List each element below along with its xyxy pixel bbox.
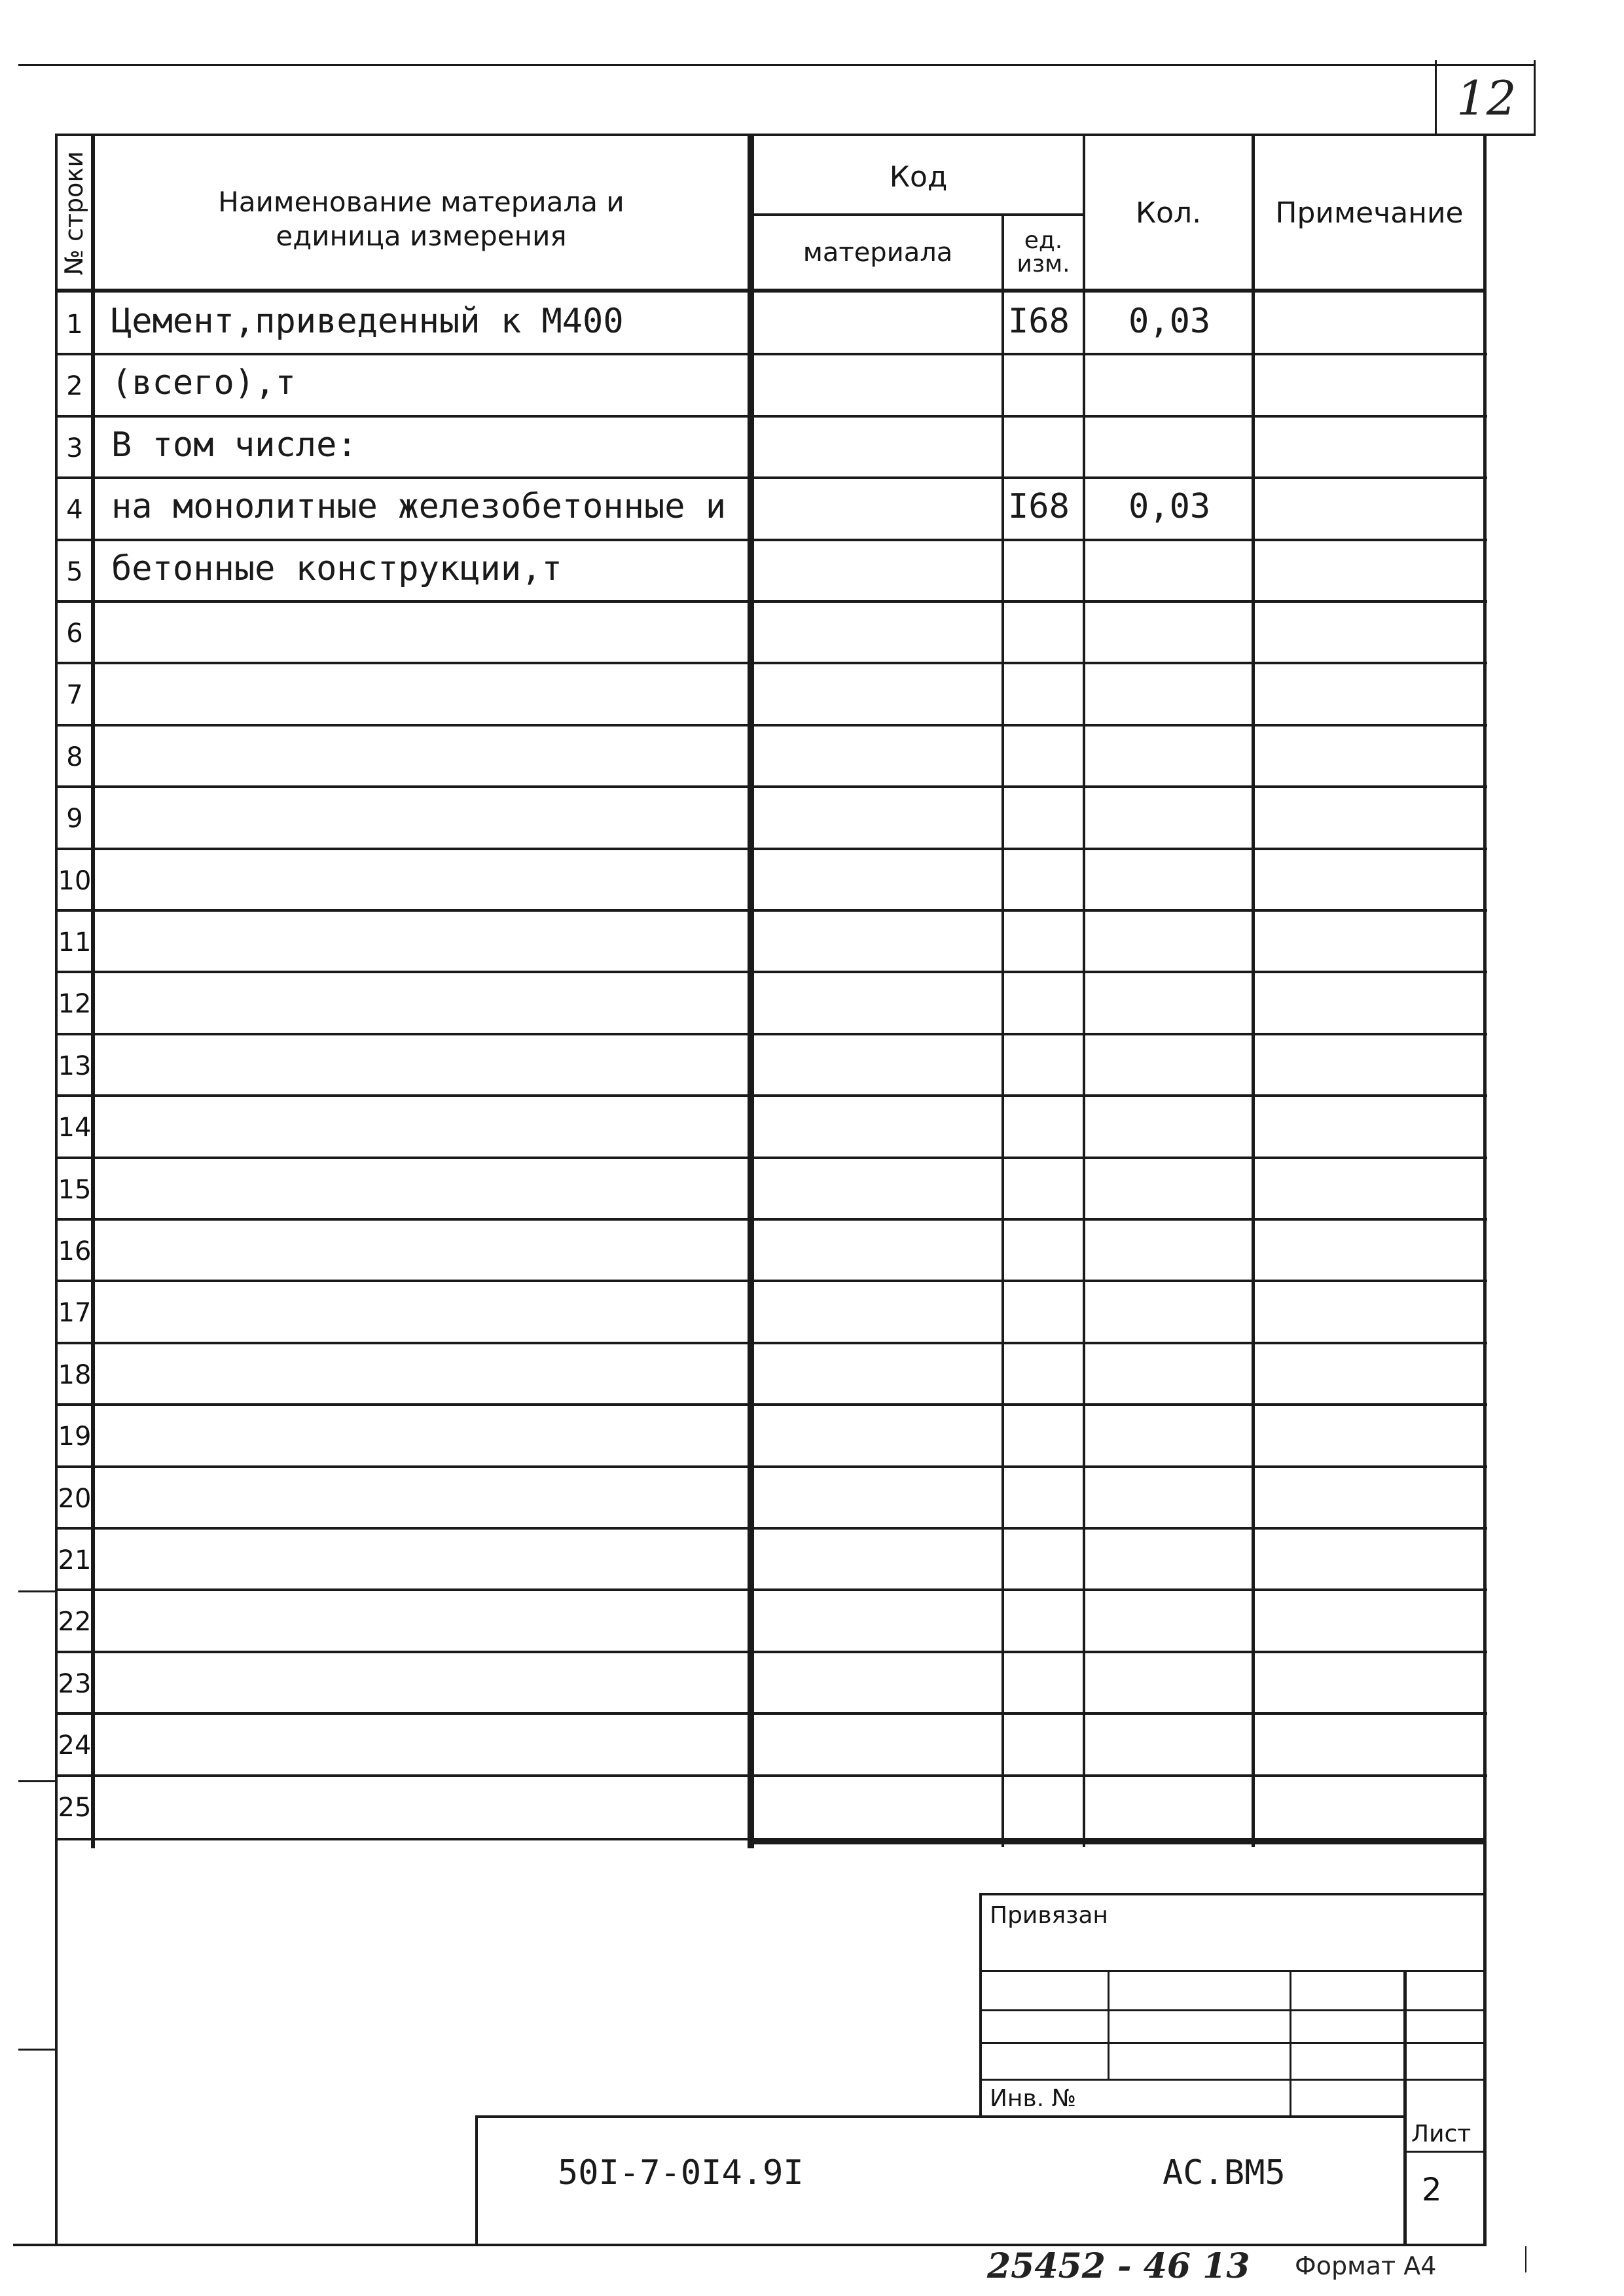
row-rule bbox=[56, 1403, 1487, 1406]
linked-label: Привязан bbox=[990, 1902, 1108, 1929]
frame-right bbox=[1483, 134, 1487, 2246]
stamp-line-3 bbox=[979, 2042, 1486, 2044]
page-number: 12 bbox=[1456, 71, 1517, 126]
header-bottom-line bbox=[56, 289, 1486, 293]
row-number: 23 bbox=[58, 1668, 92, 1699]
header-material: материала bbox=[803, 238, 953, 268]
row-number: 2 bbox=[66, 371, 83, 402]
inv-no-label: Инв. № bbox=[990, 2085, 1077, 2112]
format-label: Формат А4 bbox=[1295, 2251, 1437, 2280]
row-number: 25 bbox=[58, 1792, 92, 1823]
row-number: 7 bbox=[66, 680, 83, 711]
row-rule bbox=[56, 848, 1487, 850]
row-number: 9 bbox=[66, 804, 83, 834]
row-rule bbox=[56, 1774, 1487, 1777]
row-number: 1 bbox=[66, 310, 83, 340]
row-rule bbox=[56, 1094, 1487, 1097]
row-name: бетонные конструкции,т bbox=[111, 548, 562, 588]
row-rule bbox=[56, 1588, 1487, 1591]
doc-code: 50I-7-0I4.9I bbox=[558, 2153, 804, 2193]
col-material-line bbox=[1001, 213, 1004, 1847]
margin-tick-1 bbox=[18, 1590, 55, 1592]
row-number: 21 bbox=[58, 1545, 92, 1575]
frame-bottom bbox=[13, 2244, 1487, 2246]
title-top-line bbox=[475, 2115, 1405, 2118]
stamp-vline-1 bbox=[1108, 1970, 1110, 2079]
margin-tick-3 bbox=[18, 2049, 55, 2051]
row-rule bbox=[56, 476, 1487, 479]
page-number-box-left bbox=[1435, 60, 1437, 134]
stamp-top-line bbox=[979, 1893, 1486, 1895]
row-name: (всего),т bbox=[111, 363, 296, 403]
row-rule bbox=[56, 785, 1487, 788]
row-number: 14 bbox=[58, 1113, 92, 1143]
row-rule bbox=[56, 353, 1487, 355]
header-unit-line2: изм. bbox=[1017, 251, 1070, 278]
row-number: 19 bbox=[58, 1422, 92, 1452]
row-name: В том числе: bbox=[111, 425, 357, 465]
row-number: 17 bbox=[58, 1298, 92, 1329]
row-name: на монолитные железобетонные и bbox=[111, 487, 727, 527]
row-rule bbox=[56, 1342, 1487, 1344]
row-number: 4 bbox=[66, 495, 83, 526]
row-number: 6 bbox=[66, 619, 83, 649]
row-rule bbox=[56, 600, 1487, 603]
row-rule bbox=[56, 1651, 1487, 1653]
row-number: 5 bbox=[66, 556, 83, 587]
margin-tick-2 bbox=[18, 1780, 55, 1782]
row-unit-code: I68 bbox=[1008, 487, 1070, 527]
handwritten-number: 25452 - 46 13 bbox=[987, 2246, 1250, 2286]
row-rule bbox=[56, 909, 1487, 912]
row-number: 15 bbox=[58, 1174, 92, 1205]
row-rule bbox=[56, 1280, 1487, 1282]
row-number: 22 bbox=[58, 1607, 92, 1638]
row-rule bbox=[56, 415, 1487, 418]
stamp-line-4 bbox=[979, 2079, 1486, 2081]
header-name-line1: Наименование материала и bbox=[218, 185, 624, 218]
row-number: 12 bbox=[58, 989, 92, 1020]
row-number: 24 bbox=[58, 1731, 92, 1761]
title-left-line bbox=[475, 2115, 478, 2244]
row-rule bbox=[56, 539, 1487, 541]
header-unit-line1: ед. bbox=[1024, 227, 1063, 254]
top-border-line bbox=[18, 64, 1536, 66]
row-number: 13 bbox=[58, 1050, 92, 1081]
stamp-left-line bbox=[979, 1893, 982, 2115]
sheet-number: 2 bbox=[1422, 2172, 1442, 2208]
frame-top bbox=[55, 134, 1536, 136]
row-unit-code: I68 bbox=[1008, 302, 1070, 341]
row-rule bbox=[56, 1527, 1487, 1530]
stamp-line-2 bbox=[979, 2009, 1486, 2011]
row-rule bbox=[56, 1157, 1487, 1159]
header-code: Код bbox=[889, 160, 948, 194]
sheet-box-mid-line bbox=[1403, 2151, 1486, 2153]
header-qty: Кол. bbox=[1135, 196, 1202, 230]
row-rule bbox=[56, 724, 1487, 726]
stamp-vline-3 bbox=[1403, 1970, 1407, 2244]
header-unit bbox=[1004, 217, 1083, 288]
row-rule bbox=[56, 1465, 1487, 1468]
row-rule bbox=[56, 971, 1487, 973]
stamp-line-1 bbox=[979, 1970, 1486, 1972]
row-name: Цемент,приведенный к М400 bbox=[111, 302, 624, 341]
footer-vline bbox=[1525, 2246, 1526, 2272]
table-bottom-thick bbox=[748, 1838, 1486, 1844]
row-number: 8 bbox=[66, 742, 83, 772]
header-name bbox=[95, 170, 748, 268]
col-name-line bbox=[748, 134, 754, 1848]
code-subheader-line bbox=[750, 213, 1084, 216]
row-rule bbox=[56, 1033, 1487, 1035]
stamp-vline-2 bbox=[1290, 1970, 1291, 2115]
row-rule bbox=[56, 662, 1487, 664]
row-rule bbox=[56, 1712, 1487, 1715]
row-number: 3 bbox=[66, 433, 83, 463]
page-number-box-right bbox=[1534, 60, 1536, 134]
row-rule bbox=[56, 1218, 1487, 1221]
header-note: Примечание bbox=[1275, 196, 1464, 230]
row-number: 20 bbox=[58, 1483, 92, 1514]
row-number: 11 bbox=[58, 927, 92, 958]
row-qty: 0,03 bbox=[1128, 487, 1211, 527]
table-bottom-name bbox=[56, 1838, 749, 1840]
row-number: 16 bbox=[58, 1236, 92, 1266]
row-qty: 0,03 bbox=[1128, 302, 1211, 341]
header-row-number: № строки bbox=[60, 151, 89, 276]
row-number: 10 bbox=[58, 865, 92, 896]
sheet-label: Лист bbox=[1411, 2121, 1471, 2147]
row-number: 18 bbox=[58, 1359, 92, 1390]
set-code: АС.ВМ5 bbox=[1163, 2153, 1286, 2193]
header-name-line2: единица измерения bbox=[276, 220, 567, 252]
